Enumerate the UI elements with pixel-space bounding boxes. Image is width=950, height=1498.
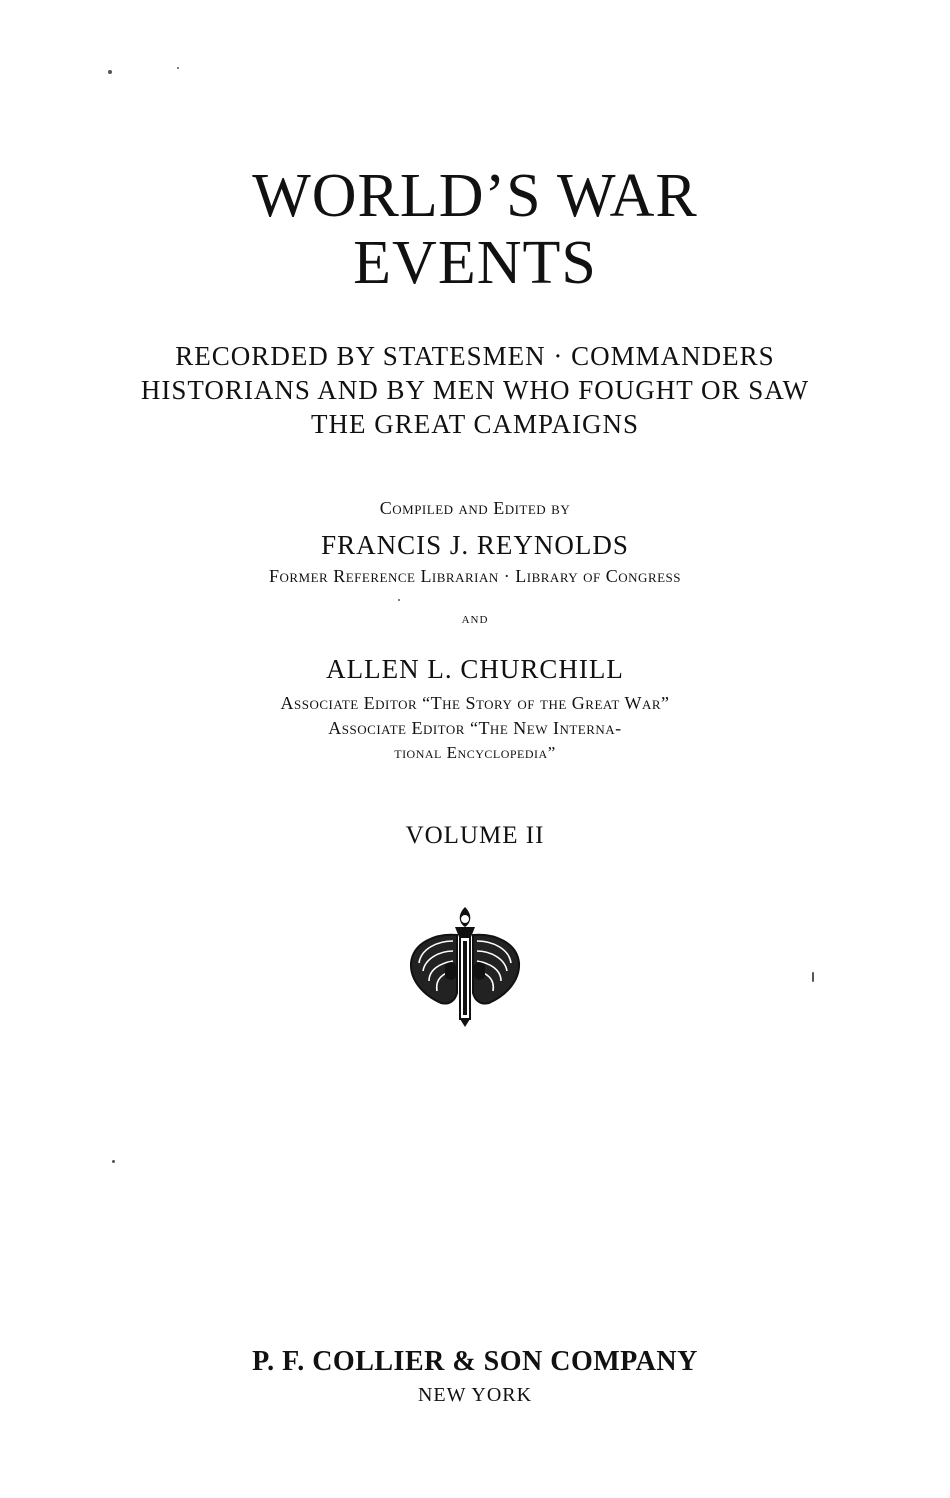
subtitle-line-2: HISTORIANS AND BY MEN WHO FOUGHT OR SAW — [140, 375, 810, 405]
editor-2-credit-line-2: Associate Editor “The New Interna- — [328, 718, 622, 738]
book-title-line-2: EVENTS — [353, 229, 597, 297]
book-title-line-1: WORLD’S WAR — [252, 162, 698, 230]
and-conjunction: AND — [461, 614, 489, 626]
scan-speck — [177, 67, 179, 69]
publisher-name: P. F. COLLIER & SON COMPANY — [252, 1346, 698, 1377]
subtitle-line-1: RECORDED BY STATESMEN · COMMANDERS — [175, 341, 775, 371]
editor-1-credit: Former Reference Librarian · Library of Congress — [268, 566, 682, 586]
editor-1-name: FRANCIS J. REYNOLDS — [321, 530, 629, 560]
scan-speck — [108, 70, 112, 74]
scan-speck — [112, 1160, 115, 1163]
subtitle-line-3: THE GREAT CAMPAIGNS — [310, 409, 640, 439]
editor-2-credit-line-1: Associate Editor “The Story of the Great War” — [280, 693, 670, 713]
winged-torch-emblem-icon — [405, 905, 525, 1027]
volume-label: VOLUME II — [405, 822, 545, 849]
scan-speck — [812, 972, 814, 982]
editor-2-name: ALLEN L. CHURCHILL — [326, 654, 624, 684]
editor-2-credit-line-3: tional Encyclopedia” — [394, 743, 556, 762]
scan-speck — [398, 599, 400, 601]
compiled-by-label: Compiled and Edited by — [379, 498, 571, 518]
publisher-city: NEW YORK — [417, 1384, 533, 1406]
